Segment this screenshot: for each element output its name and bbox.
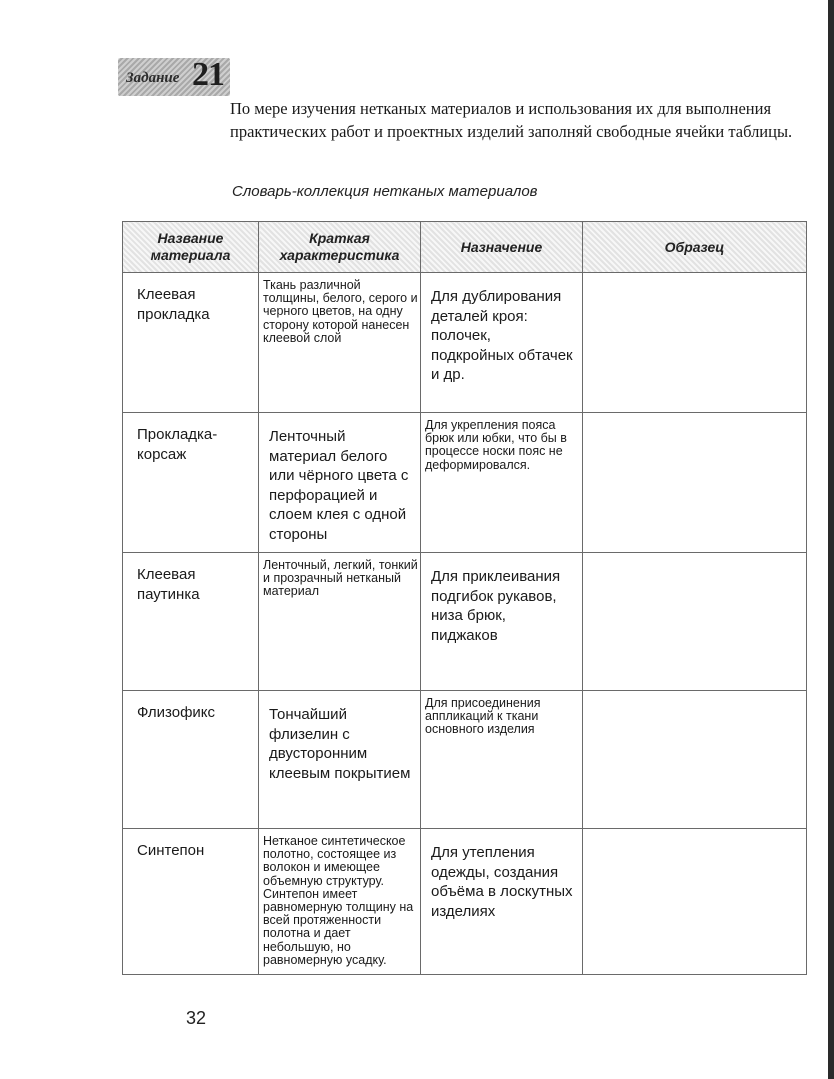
purpose-cell: Для приклеивания подгибок рукавов, низа брюк, пиджаков bbox=[421, 553, 583, 691]
header-sample: Образец bbox=[583, 222, 807, 273]
description-cell: Ленточный, легкий, тонкий и прозрачный нетканый материал bbox=[259, 553, 421, 691]
table-header-row bbox=[123, 222, 807, 273]
material-name-cell: Прокладка-корсаж bbox=[123, 413, 259, 553]
description-cell: Ленточный материал белого или чёрного цвета с перфорацией и слоем клея с одной стороны bbox=[259, 413, 421, 553]
purpose-cell: Для утепления одежды, создания объёма в лоскутных изделиях bbox=[421, 829, 583, 975]
table-row bbox=[123, 413, 807, 553]
table-caption: Словарь-коллекция нетканых материалов bbox=[232, 183, 538, 200]
header-material-name: Название материала bbox=[123, 222, 259, 273]
sample-cell[interactable] bbox=[583, 273, 807, 413]
material-name-cell: Флизофикс bbox=[123, 691, 259, 829]
nonwoven-materials-table bbox=[122, 221, 807, 975]
description-cell: Тончайший флизелин с двусторонним клеевым покрытием bbox=[259, 691, 421, 829]
task-instructions: По мере изучения нетканых материалов и использования их для выполнения практических работ и проектных изделий заполняй свободные ячейки таблицы. bbox=[230, 99, 793, 141]
header-purpose: Назначение bbox=[421, 222, 583, 273]
page-number: 32 bbox=[186, 1008, 207, 1028]
table-row bbox=[123, 691, 807, 829]
task-label: Задание bbox=[126, 70, 180, 86]
purpose-cell: Для присоединения аппликаций к ткани основного изделия bbox=[421, 691, 583, 829]
purpose-cell: Для укрепления пояса брюк или юбки, что бы в процессе носки пояс не деформировался. bbox=[421, 413, 583, 553]
material-name-cell: Клеевая паутинка bbox=[123, 553, 259, 691]
header-short-description: Краткая характеристика bbox=[259, 222, 421, 273]
description-cell: Ткань различной толщины, белого, серого и черного цветов, на одну сторону которой нанесен клеевой слой bbox=[259, 273, 421, 413]
task-number: 21 bbox=[192, 56, 224, 93]
table-row bbox=[123, 829, 807, 975]
sample-cell[interactable] bbox=[583, 829, 807, 975]
material-name-cell: Синтепон bbox=[123, 829, 259, 975]
page-edge-shadow bbox=[828, 0, 834, 1079]
purpose-cell: Для дублирования деталей кроя: полочек, подкройных обтачек и др. bbox=[421, 273, 583, 413]
sample-cell[interactable] bbox=[583, 553, 807, 691]
table-row bbox=[123, 553, 807, 691]
table-row bbox=[123, 273, 807, 413]
material-name-cell: Клеевая прокладка bbox=[123, 273, 259, 413]
sample-cell[interactable] bbox=[583, 413, 807, 553]
description-cell: Нетканое синтетическое полотно, состоящее из волокон и имеющее объемную структуру. Синтепон имеет равномерную толщину на всей протяженности полотна и дает небольшую, но равномерную усадку. bbox=[259, 829, 421, 975]
sample-cell[interactable] bbox=[583, 691, 807, 829]
